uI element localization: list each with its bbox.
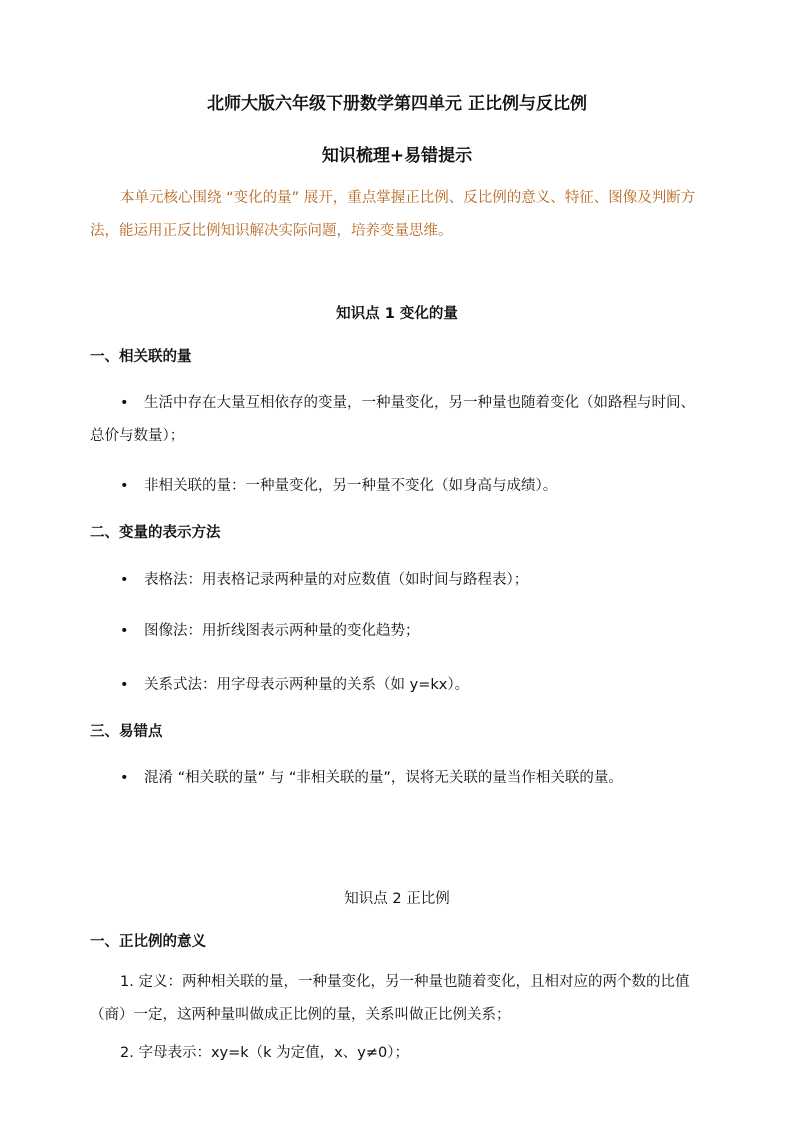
- kp1-section2-item: [90, 669, 702, 702]
- kp1-section2-item: [90, 615, 702, 648]
- bullet-icon: •: [120, 770, 129, 786]
- item-text: 图像法：用折线图表示两种量的变化趋势；: [144, 623, 420, 639]
- kp2-section1-item: [90, 966, 702, 1032]
- item-text: 混淆 “相关联的量” 与 “非相关联的量”，误将无关联的量当作相关联的量。: [144, 770, 623, 786]
- item-text: 字母表示：xy=k（k 为定值，x、y≠0）；: [138, 1045, 409, 1061]
- kp1-section3-item: [90, 762, 702, 795]
- item-text: 定义：两种相关联的量，一种量变化，另一种量也随着变化，且相对应的两个数的比值（商）一定，这两种量叫做成正比例的量，关系叫做正比例关系；: [90, 974, 690, 1023]
- kp1-section1-item: [90, 470, 702, 503]
- bullet-icon: •: [120, 623, 129, 639]
- bullet-icon: •: [120, 478, 129, 494]
- document-title: 北师大版六年级下册数学第四单元 正比例与反比例: [207, 94, 587, 114]
- item-text: 表格法：用表格记录两种量的对应数值（如时间与路程表）；: [144, 572, 529, 588]
- bullet-icon: •: [120, 395, 129, 411]
- item-text: 非相关联的量：一种量变化，另一种量不变化（如身高与成绩）。: [144, 478, 558, 494]
- kp2-heading: 知识点 2 正比例: [344, 891, 450, 907]
- kp1-section1-title: 一、相关联的量: [90, 349, 192, 365]
- kp1-section2-title: 二、变量的表示方法: [90, 525, 221, 541]
- kp2-section1-item: [90, 1037, 702, 1070]
- kp1-heading: 知识点 1 变化的量: [336, 306, 458, 322]
- item-number: 1.: [120, 974, 134, 990]
- document-subtitle: 知识梳理+易错提示: [321, 146, 473, 166]
- intro-paragraph: 本单元核心围绕 “变化的量” 展开，重点掌握正比例、反比例的意义、特征、图像及判断方法，能运用正反比例知识解决实际问题，培养变量思维。: [90, 190, 696, 239]
- item-number: 2.: [120, 1045, 134, 1061]
- kp1-section3-title: 三、易错点: [90, 724, 163, 740]
- kp1-section2-item: [90, 564, 702, 597]
- bullet-icon: •: [120, 677, 129, 693]
- kp1-section1-item: [90, 387, 702, 453]
- item-text: 关系式法：用字母表示两种量的关系（如 y=kx）。: [144, 677, 470, 693]
- kp2-section1-title: 一、正比例的意义: [90, 934, 206, 950]
- bullet-icon: •: [120, 572, 129, 588]
- item-text: 生活中存在大量互相依存的变量，一种量变化，另一种量也随着变化（如路程与时间、总价与数量）；: [90, 395, 695, 444]
